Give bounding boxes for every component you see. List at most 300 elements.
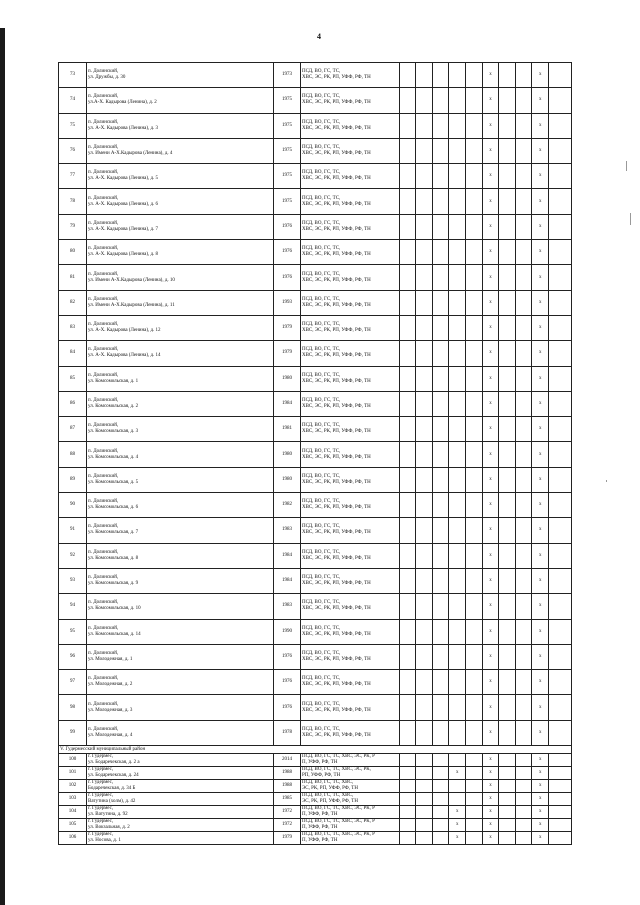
mark-cell-9: х xyxy=(532,754,549,767)
mark-cell-8 xyxy=(515,63,532,88)
mark-cell-2 xyxy=(416,88,433,113)
mark-cell-5 xyxy=(466,442,483,467)
services-line-1: ПСД, ВО, ГС, ТС, xyxy=(301,170,341,176)
table-row xyxy=(59,780,572,793)
mark-cell-4 xyxy=(449,695,466,720)
mark-cell-3 xyxy=(432,518,449,543)
services-line-1: ПСД, ВО, ГС, ТС, xyxy=(301,625,341,631)
mark-cell-9: х xyxy=(532,113,549,138)
mark-cell-1 xyxy=(399,780,416,793)
services-cell xyxy=(300,214,399,239)
mark-cell-6: х xyxy=(482,113,499,138)
table-row xyxy=(59,315,572,340)
table-row xyxy=(59,695,572,720)
services-cell xyxy=(300,265,399,290)
table-row xyxy=(59,619,572,644)
address-settlement: п. Долинский, xyxy=(88,549,119,555)
mark-cell-4 xyxy=(449,138,466,163)
mark-cell-4 xyxy=(449,315,466,340)
mark-cell-10 xyxy=(549,391,572,416)
mark-cell-1 xyxy=(399,417,416,442)
row-number: 79 xyxy=(59,214,87,239)
mark-cell-10 xyxy=(549,442,572,467)
mark-cell-4 xyxy=(449,754,466,767)
mark-cell-1 xyxy=(399,88,416,113)
address-cell xyxy=(87,315,274,340)
mark-cell-7 xyxy=(499,619,516,644)
mark-cell-9: х xyxy=(532,670,549,695)
mark-cell-7 xyxy=(499,720,516,745)
services-line-1: ПСД, ВО, ГС, ТС, xyxy=(301,600,341,606)
build-year: 1980 xyxy=(273,467,300,492)
services-line-2: ХВС, ЭС, РК, РП, УФФ, РФ, ТН xyxy=(301,100,371,106)
mark-cell-8 xyxy=(515,417,532,442)
mark-cell-5 xyxy=(466,720,483,745)
address-settlement: п. Долинский, xyxy=(88,701,119,707)
mark-cell-4 xyxy=(449,467,466,492)
mark-cell-5 xyxy=(466,793,483,806)
address-street: ул. Комсомольская, д. 8 xyxy=(88,555,139,561)
row-number: 73 xyxy=(59,63,87,88)
mark-cell-10 xyxy=(549,214,572,239)
services-line-2: ХВС, ЭС, РК, РП, УФФ, РФ, ТН xyxy=(301,429,371,435)
address-street: ул. Комсомольская, д. 14 xyxy=(88,631,141,637)
mark-cell-3 xyxy=(432,670,449,695)
address-settlement: п. Долинский, xyxy=(88,650,119,656)
services-line-2: ХВС, ЭС, РК, РП, УФФ, РФ, ТН xyxy=(301,353,371,359)
table-row xyxy=(59,189,572,214)
table-row xyxy=(59,767,572,780)
services-line-2: ХВС, ЭС, РК, РП, УФФ, РФ, ТН xyxy=(301,302,371,308)
row-number: 83 xyxy=(59,315,87,340)
mark-cell-6: х xyxy=(482,240,499,265)
services-line-2: ХВС, ЭС, РК, РП, УФФ, РФ, ТН xyxy=(301,75,371,81)
mark-cell-9: х xyxy=(532,366,549,391)
services-line-2: ХВС, ЭС, РК, РП, УФФ, РФ, ТН xyxy=(301,201,371,207)
mark-cell-8 xyxy=(515,819,532,832)
build-year: 1976 xyxy=(273,214,300,239)
mark-cell-6: х xyxy=(482,467,499,492)
page-number: 4 xyxy=(317,32,321,41)
row-number: 75 xyxy=(59,113,87,138)
row-number: 101 xyxy=(59,767,87,780)
services-cell xyxy=(300,391,399,416)
build-year: 1976 xyxy=(273,670,300,695)
address-street: ул. Молодежная, д. 1 xyxy=(88,656,133,662)
services-cell xyxy=(300,832,399,845)
mark-cell-8 xyxy=(515,518,532,543)
mark-cell-9: х xyxy=(532,417,549,442)
mark-cell-6: х xyxy=(482,720,499,745)
mark-cell-8 xyxy=(515,290,532,315)
mark-cell-5 xyxy=(466,164,483,189)
mark-cell-8 xyxy=(515,138,532,163)
mark-cell-4 xyxy=(449,366,466,391)
services-line-2: П, УФФ, РФ, ТН xyxy=(301,812,338,818)
row-number: 95 xyxy=(59,619,87,644)
services-cell xyxy=(300,767,399,780)
services-line-2: ХВС, ЭС, РК, РП, УФФ, РФ, ТН xyxy=(301,581,371,587)
services-cell xyxy=(300,720,399,745)
address-settlement: п. Долинский, xyxy=(88,625,119,631)
table-row xyxy=(59,720,572,745)
mark-cell-3 xyxy=(432,780,449,793)
mark-cell-10 xyxy=(549,88,572,113)
mark-cell-4 xyxy=(449,594,466,619)
address-street: ул. Бодаречекская, д. 2 а xyxy=(88,760,140,766)
mark-cell-4 xyxy=(449,88,466,113)
table-row xyxy=(59,113,572,138)
mark-cell-10 xyxy=(549,568,572,593)
mark-cell-10 xyxy=(549,644,572,669)
build-year: 1976 xyxy=(273,695,300,720)
mark-cell-9: х xyxy=(532,467,549,492)
address-street: ул. Дружбы, д. 30 xyxy=(88,75,126,81)
mark-cell-10 xyxy=(549,619,572,644)
mark-cell-3 xyxy=(432,644,449,669)
mark-cell-6: х xyxy=(482,793,499,806)
mark-cell-5 xyxy=(466,467,483,492)
services-cell xyxy=(300,467,399,492)
mark-cell-5 xyxy=(466,366,483,391)
mark-cell-7 xyxy=(499,644,516,669)
mark-cell-1 xyxy=(399,442,416,467)
build-year: 1979 xyxy=(273,341,300,366)
mark-cell-3 xyxy=(432,594,449,619)
mark-cell-2 xyxy=(416,63,433,88)
mark-cell-8 xyxy=(515,391,532,416)
mark-cell-7 xyxy=(499,290,516,315)
mark-cell-6: х xyxy=(482,767,499,780)
mark-cell-9: х xyxy=(532,819,549,832)
services-cell xyxy=(300,670,399,695)
mark-cell-9: х xyxy=(532,720,549,745)
services-line-1: ПСД, ВО, ГС, ТС, xyxy=(301,448,341,454)
mark-cell-10 xyxy=(549,138,572,163)
mark-cell-5 xyxy=(466,754,483,767)
mark-cell-6: х xyxy=(482,568,499,593)
build-year: 2014 xyxy=(273,754,300,767)
row-number: 76 xyxy=(59,138,87,163)
mark-cell-7 xyxy=(499,240,516,265)
address-street: Бодаречекская, д. 34 Б xyxy=(88,786,136,792)
mark-cell-8 xyxy=(515,315,532,340)
mark-cell-2 xyxy=(416,754,433,767)
row-number: 92 xyxy=(59,543,87,568)
mark-cell-6: х xyxy=(482,780,499,793)
address-street: ул. Комсомольская, д. 6 xyxy=(88,505,139,511)
mark-cell-1 xyxy=(399,391,416,416)
mark-cell-5 xyxy=(466,767,483,780)
mark-cell-3 xyxy=(432,568,449,593)
mark-cell-1 xyxy=(399,113,416,138)
mark-cell-2 xyxy=(416,695,433,720)
mark-cell-5 xyxy=(466,832,483,845)
build-year: 1976 xyxy=(273,644,300,669)
mark-cell-9: х xyxy=(532,543,549,568)
mark-cell-5 xyxy=(466,806,483,819)
mark-cell-2 xyxy=(416,806,433,819)
services-cell xyxy=(300,189,399,214)
mark-cell-2 xyxy=(416,493,433,518)
address-street: ул. Молодежная, д. 4 xyxy=(88,732,133,738)
mark-cell-5 xyxy=(466,819,483,832)
mark-cell-4 xyxy=(449,265,466,290)
mark-cell-2 xyxy=(416,391,433,416)
mark-cell-6: х xyxy=(482,189,499,214)
mark-cell-4 xyxy=(449,290,466,315)
mark-cell-7 xyxy=(499,265,516,290)
mark-cell-6: х xyxy=(482,391,499,416)
mark-cell-6: х xyxy=(482,88,499,113)
build-year: 1980 xyxy=(273,366,300,391)
mark-cell-10 xyxy=(549,793,572,806)
services-line-1: ПСД, ВО, ГС, ТС, xyxy=(301,246,341,252)
mark-cell-1 xyxy=(399,543,416,568)
row-number: 84 xyxy=(59,341,87,366)
table-row xyxy=(59,214,572,239)
address-settlement: п. Долинский, xyxy=(88,69,119,75)
mark-cell-6: х xyxy=(482,493,499,518)
address-street: ул. Комсомольская, д. 4 xyxy=(88,454,139,460)
address-street: Ватутина (холм), д. 42 xyxy=(88,799,136,805)
scan-speck xyxy=(626,161,627,171)
build-year: 1993 xyxy=(273,290,300,315)
services-line-1: ПСД, ВО, ГС, ТС, xyxy=(301,195,341,201)
mark-cell-7 xyxy=(499,88,516,113)
table-row xyxy=(59,518,572,543)
row-number: 90 xyxy=(59,493,87,518)
services-line-2: П, УФФ, РФ, ТН xyxy=(301,760,338,766)
services-line-1: ПСД, ВО, ГС, ТС, xyxy=(301,524,341,530)
mark-cell-3 xyxy=(432,819,449,832)
mark-cell-1 xyxy=(399,754,416,767)
address-cell xyxy=(87,113,274,138)
mark-cell-2 xyxy=(416,290,433,315)
mark-cell-6: х xyxy=(482,442,499,467)
mark-cell-2 xyxy=(416,819,433,832)
mark-cell-7 xyxy=(499,806,516,819)
mark-cell-4 xyxy=(449,189,466,214)
services-cell xyxy=(300,417,399,442)
mark-cell-7 xyxy=(499,780,516,793)
mark-cell-2 xyxy=(416,670,433,695)
address-street: ул. Вокзальная, д. 2 xyxy=(88,825,130,831)
mark-cell-5 xyxy=(466,63,483,88)
mark-cell-8 xyxy=(515,467,532,492)
services-line-2: ХВС, ЭС, РК, РП, УФФ, РФ, ТН xyxy=(301,328,371,334)
address-cell xyxy=(87,88,274,113)
row-number: 81 xyxy=(59,265,87,290)
build-year: 1983 xyxy=(273,518,300,543)
row-number: 74 xyxy=(59,88,87,113)
mark-cell-5 xyxy=(466,88,483,113)
address-settlement: п. Долинский, xyxy=(88,600,119,606)
mark-cell-4 xyxy=(449,793,466,806)
mark-cell-1 xyxy=(399,695,416,720)
mark-cell-2 xyxy=(416,265,433,290)
address-street: ул. Ватутина, д. 92 xyxy=(88,812,128,818)
services-cell xyxy=(300,543,399,568)
mark-cell-1 xyxy=(399,518,416,543)
services-cell xyxy=(300,366,399,391)
mark-cell-1 xyxy=(399,138,416,163)
build-year: 1976 xyxy=(273,265,300,290)
mark-cell-1 xyxy=(399,793,416,806)
mark-cell-5 xyxy=(466,780,483,793)
build-year: 1975 xyxy=(273,113,300,138)
mark-cell-6: х xyxy=(482,138,499,163)
mark-cell-1 xyxy=(399,290,416,315)
mark-cell-4 xyxy=(449,417,466,442)
mark-cell-1 xyxy=(399,240,416,265)
mark-cell-2 xyxy=(416,164,433,189)
mark-cell-10 xyxy=(549,493,572,518)
mark-cell-10 xyxy=(549,670,572,695)
services-line-1: ПСД, ВО, ГС, ТС, xyxy=(301,322,341,328)
build-year: 1985 xyxy=(273,793,300,806)
mark-cell-10 xyxy=(549,518,572,543)
table-row xyxy=(59,265,572,290)
build-year: 1984 xyxy=(273,568,300,593)
mark-cell-3 xyxy=(432,214,449,239)
mark-cell-8 xyxy=(515,780,532,793)
build-year: 1988 xyxy=(273,767,300,780)
services-cell xyxy=(300,568,399,593)
mark-cell-7 xyxy=(499,832,516,845)
mark-cell-7 xyxy=(499,442,516,467)
mark-cell-7 xyxy=(499,113,516,138)
mark-cell-10 xyxy=(549,819,572,832)
table-row xyxy=(59,341,572,366)
mark-cell-3 xyxy=(432,366,449,391)
mark-cell-2 xyxy=(416,594,433,619)
mark-cell-4: х xyxy=(449,806,466,819)
services-line-2: РП, УФФ, РФ, ТН xyxy=(301,773,341,779)
mark-cell-10 xyxy=(549,417,572,442)
services-line-1: ПСД, ВО, ГС, ТС, xyxy=(301,220,341,226)
row-number: 89 xyxy=(59,467,87,492)
mark-cell-10 xyxy=(549,189,572,214)
build-year: 1975 xyxy=(273,88,300,113)
mark-cell-9: х xyxy=(532,780,549,793)
mark-cell-3 xyxy=(432,164,449,189)
mark-cell-5 xyxy=(466,290,483,315)
address-street: ул. А-Х. Кадырова (Ленина), д. 8 xyxy=(88,252,159,258)
mark-cell-9: х xyxy=(532,391,549,416)
mark-cell-7 xyxy=(499,341,516,366)
mark-cell-5 xyxy=(466,240,483,265)
services-cell xyxy=(300,88,399,113)
mark-cell-9: х xyxy=(532,806,549,819)
address-cell xyxy=(87,189,274,214)
mark-cell-4 xyxy=(449,780,466,793)
mark-cell-6: х xyxy=(482,214,499,239)
mark-cell-10 xyxy=(549,832,572,845)
address-street: ул. А-Х. Кадырова (Ленина), д. 5 xyxy=(88,176,159,182)
address-settlement: п. Долинский, xyxy=(88,499,119,505)
services-line-1: ПСД, ВО, ГС, ТС, ХВС, ЭС, РК, Р xyxy=(301,754,375,760)
address-settlement: п. Долинский, xyxy=(88,220,119,226)
mark-cell-6: х xyxy=(482,806,499,819)
mark-cell-9: х xyxy=(532,290,549,315)
mark-cell-3 xyxy=(432,543,449,568)
scan-speck xyxy=(606,480,607,482)
mark-cell-8 xyxy=(515,113,532,138)
mark-cell-7 xyxy=(499,767,516,780)
mark-cell-6: х xyxy=(482,290,499,315)
mark-cell-1 xyxy=(399,467,416,492)
mark-cell-9: х xyxy=(532,767,549,780)
mark-cell-3 xyxy=(432,113,449,138)
address-settlement: п. Долинский, xyxy=(88,119,119,125)
mark-cell-7 xyxy=(499,467,516,492)
mark-cell-7 xyxy=(499,754,516,767)
mark-cell-3 xyxy=(432,88,449,113)
address-cell xyxy=(87,417,274,442)
mark-cell-7 xyxy=(499,214,516,239)
mark-cell-6: х xyxy=(482,63,499,88)
address-cell xyxy=(87,594,274,619)
address-street: ул.А-Х. Кадырова (Ленина), д. 2 xyxy=(88,100,157,106)
mark-cell-10 xyxy=(549,695,572,720)
scan-speck xyxy=(630,213,631,225)
mark-cell-4: х xyxy=(449,819,466,832)
mark-cell-7 xyxy=(499,138,516,163)
services-line-2: ХВС, ЭС, РК, РП, УФФ, РФ, ТН xyxy=(301,151,371,157)
table-row xyxy=(59,88,572,113)
services-cell xyxy=(300,644,399,669)
mark-cell-4 xyxy=(449,391,466,416)
mark-cell-3 xyxy=(432,720,449,745)
services-line-1: ПСД, ВО, ГС, ТС, xyxy=(301,347,341,353)
mark-cell-2 xyxy=(416,644,433,669)
mark-cell-8 xyxy=(515,619,532,644)
build-year: 1976 xyxy=(273,240,300,265)
address-cell xyxy=(87,644,274,669)
address-settlement: г. Гудермес, xyxy=(88,806,114,812)
address-street: ул. Молодежная, д. 2 xyxy=(88,682,133,688)
address-settlement: п. Долинский, xyxy=(88,145,119,151)
mark-cell-3 xyxy=(432,442,449,467)
services-line-1: ПСД, ВО, ГС, ТС, xyxy=(301,398,341,403)
mark-cell-2 xyxy=(416,113,433,138)
services-line-2: ХВС, ЭС, РК, РП, УФФ, РФ, ТН xyxy=(301,479,371,485)
mark-cell-6: х xyxy=(482,543,499,568)
mark-cell-3 xyxy=(432,493,449,518)
mark-cell-5 xyxy=(466,315,483,340)
mark-cell-1 xyxy=(399,670,416,695)
build-year: 1988 xyxy=(273,780,300,793)
address-settlement: г. Гудермес, xyxy=(88,767,114,773)
services-line-1: ПСД, ВО, ГС, ТС, ХВС, ЭС, РК, Р xyxy=(301,819,375,825)
mark-cell-3 xyxy=(432,793,449,806)
services-line-2: П, УФФ, РФ, ТН xyxy=(301,838,338,844)
mark-cell-3 xyxy=(432,832,449,845)
mark-cell-1 xyxy=(399,619,416,644)
mark-cell-3 xyxy=(432,189,449,214)
services-cell xyxy=(300,164,399,189)
address-cell xyxy=(87,832,274,845)
services-cell xyxy=(300,63,399,88)
table-row xyxy=(59,240,572,265)
address-cell xyxy=(87,391,274,416)
services-cell xyxy=(300,594,399,619)
mark-cell-1 xyxy=(399,767,416,780)
mark-cell-2 xyxy=(416,720,433,745)
address-street: ул. Имени А-Х.Кадырова (Ленина), д. 10 xyxy=(88,277,175,283)
mark-cell-10 xyxy=(549,594,572,619)
